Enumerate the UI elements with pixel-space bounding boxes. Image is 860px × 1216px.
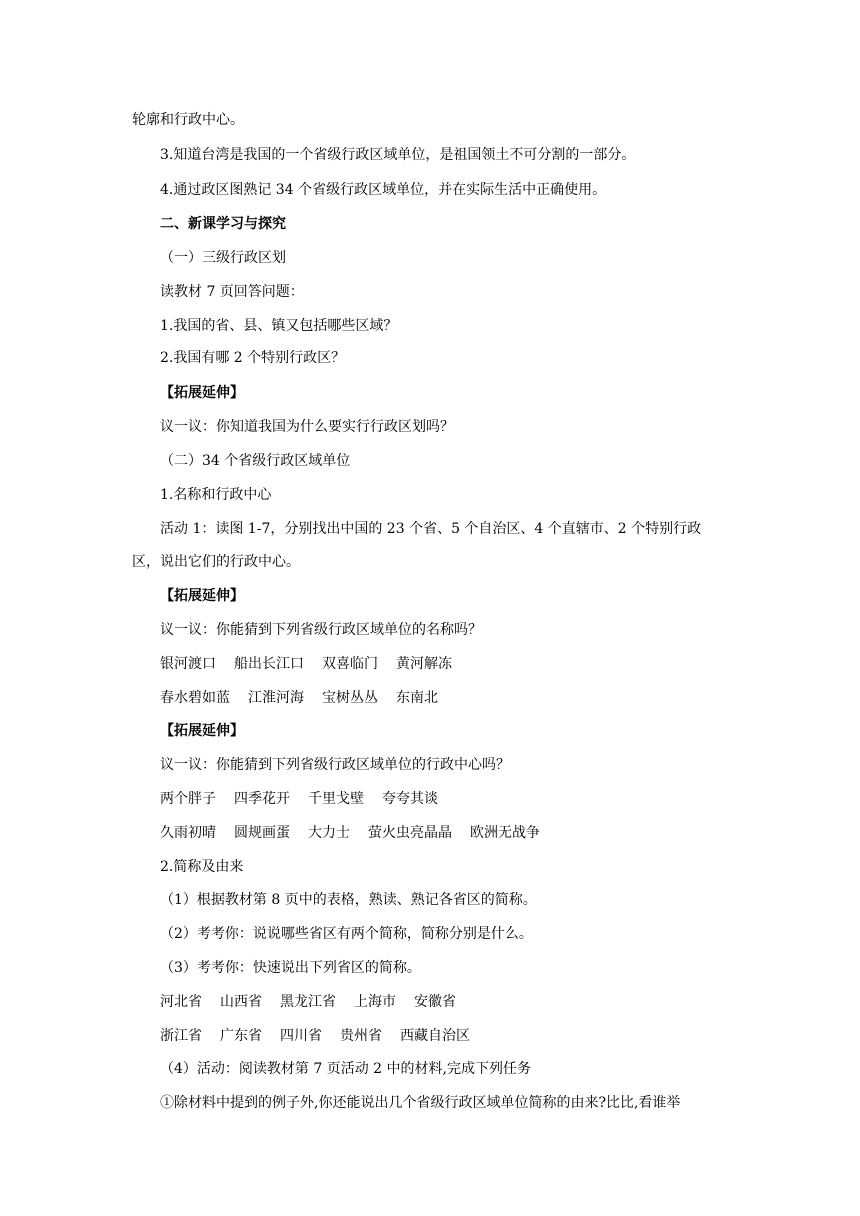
extension-heading: 【拓展延伸】 [160, 723, 244, 739]
province: 西藏自治区 [400, 1028, 470, 1044]
riddle: 船出长江口 [234, 656, 304, 672]
extension-heading: 【拓展延伸】 [160, 385, 244, 401]
province: 河北省 [160, 994, 202, 1010]
riddle: 江淮河海 [248, 690, 304, 706]
extension-heading: 【拓展延伸】 [160, 588, 244, 604]
riddle-row [160, 654, 470, 674]
province: 黑龙江省 [280, 994, 336, 1010]
riddle: 春水碧如蓝 [160, 690, 230, 706]
riddle: 银河渡口 [160, 656, 216, 672]
discussion-prompt: 议一议：你知道我国为什么要实行行政区划吗？ [160, 419, 454, 435]
section-heading: 二、新课学习与探究 [160, 216, 286, 232]
objective-3: 3.知道台湾是我国的一个省级行政区域单位，是祖国领土不可分割的一部分。 [160, 147, 636, 163]
paragraph-line: 读教材 7 页回答问题： [160, 284, 304, 300]
riddle-row [160, 823, 558, 843]
province: 山西省 [220, 994, 262, 1010]
province-row [160, 992, 474, 1012]
riddle: 大力士 [308, 825, 350, 841]
task-1: （1）根据教材第 8 页中的表格，熟读、熟记各省区的简称。 [160, 892, 537, 908]
task-2: （2）考考你：说说哪些省区有两个简称，简称分别是什么。 [160, 926, 533, 942]
province: 浙江省 [160, 1028, 202, 1044]
riddle-row [160, 789, 456, 809]
riddle: 东南北 [396, 690, 438, 706]
item-heading: 2.简称及由来 [160, 859, 244, 875]
province-row [160, 1026, 488, 1046]
riddle: 两个胖子 [160, 791, 216, 807]
objective-4: 4.通过政区图熟记 34 个省级行政区域单位，并在实际生活中正确使用。 [160, 182, 607, 198]
subsection-heading: （二）34 个省级行政区域单位 [160, 453, 351, 469]
province: 贵州省 [340, 1028, 382, 1044]
province: 安徽省 [414, 994, 456, 1010]
riddle: 四季花开 [234, 791, 290, 807]
province: 四川省 [280, 1028, 322, 1044]
riddle: 圆规画蛋 [234, 825, 290, 841]
activity-1-line-2: 区，说出它们的行政中心。 [132, 554, 300, 570]
riddle: 欧洲无战争 [470, 825, 540, 841]
riddle: 黄河解冻 [396, 656, 452, 672]
question-2: 2.我国有哪 2 个特别行政区？ [160, 350, 346, 366]
riddle: 宝树丛丛 [322, 690, 378, 706]
discussion-prompt: 议一议：你能猜到下列省级行政区域单位的名称吗？ [160, 622, 482, 638]
province: 广东省 [220, 1028, 262, 1044]
riddle: 千里戈壁 [308, 791, 364, 807]
task-4: （4）活动：阅读教材第 7 页活动 2 中的材料,完成下列任务 [160, 1061, 531, 1077]
task-4-question: ①除材料中提到的例子外,你还能说出几个省级行政区域单位简称的由来?比比,看谁举 [160, 1095, 681, 1111]
riddle: 久雨初晴 [160, 825, 216, 841]
riddle-row [160, 688, 456, 708]
activity-1-line-1: 活动 1：读图 1-7，分别找出中国的 23 个省、5 个自治区、4 个直辖市、2 个特别行政 [160, 521, 702, 537]
riddle: 萤火虫亮晶晶 [368, 825, 452, 841]
riddle: 双喜临门 [322, 656, 378, 672]
question-1: 1.我国的省、县、镇又包括哪些区域？ [160, 318, 398, 334]
item-heading: 1.名称和行政中心 [160, 487, 272, 503]
riddle: 夸夸其谈 [382, 791, 438, 807]
paragraph-line: 轮廓和行政中心。 [132, 112, 244, 128]
task-3: （3）考考你：快速说出下列省区的简称。 [160, 960, 421, 976]
province: 上海市 [354, 994, 396, 1010]
subsection-heading: （一）三级行政区划 [160, 250, 286, 266]
discussion-prompt: 议一议：你能猜到下列省级行政区域单位的行政中心吗？ [160, 757, 510, 773]
